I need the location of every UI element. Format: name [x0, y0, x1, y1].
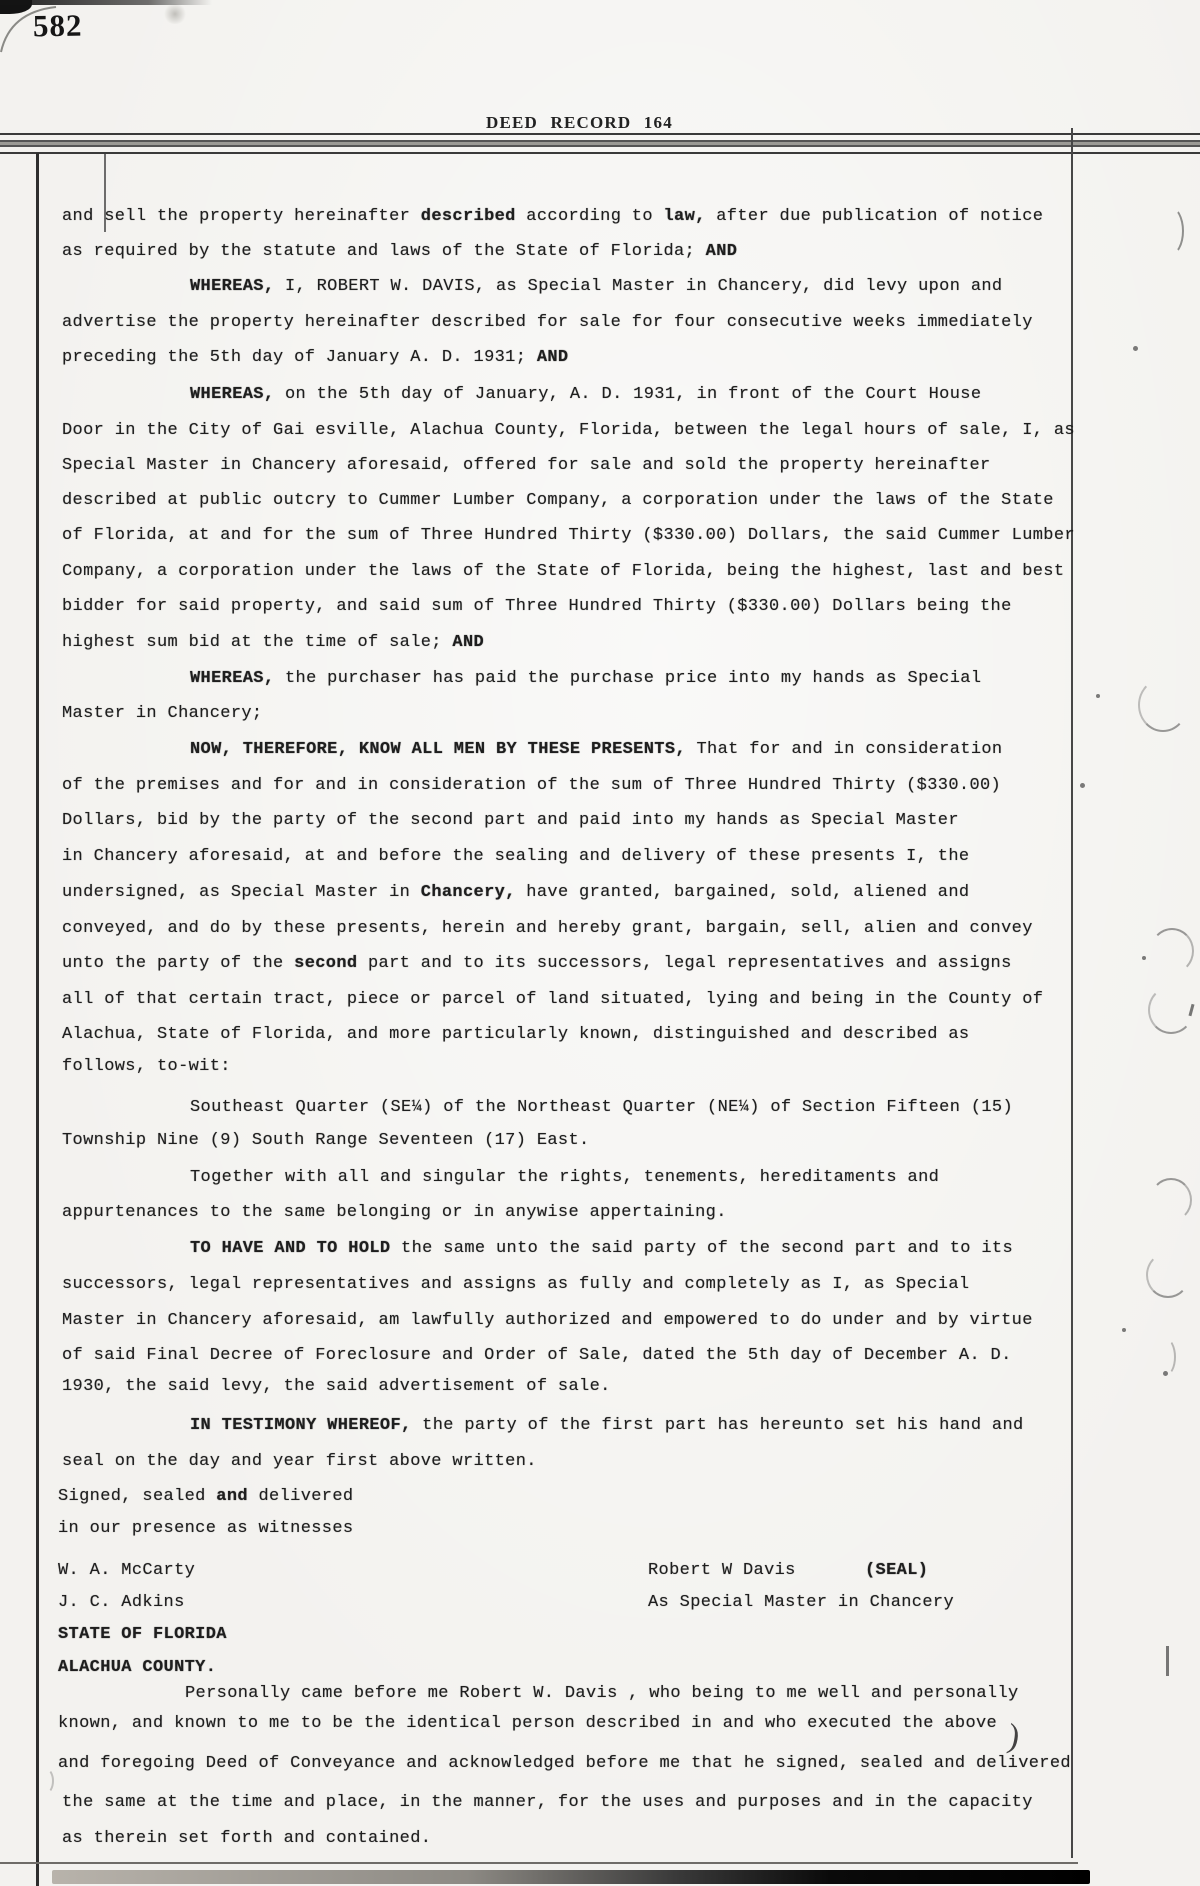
text-line: Dollars, bid by the party of the second part and paid into my hands as Special Master — [62, 811, 959, 830]
text-line: described at public outcry to Cummer Lumber Company, a corporation under the laws of the State — [62, 491, 1054, 510]
text-line: Personally came before me Robert W. Davis , who being to me well and personally — [185, 1684, 1019, 1703]
text-line: appurtenances to the same belonging or in anywise appertaining. — [62, 1203, 727, 1222]
stray-mark — [1148, 986, 1194, 1034]
left-margin-rule — [36, 153, 39, 1886]
text-line: in our presence as witnesses — [58, 1519, 354, 1538]
stray-mark — [1146, 1252, 1190, 1298]
right-margin-rule — [1071, 128, 1073, 1858]
page-number: 582 — [32, 7, 83, 44]
header-rule-top — [0, 133, 1200, 135]
header-rule-middle — [0, 140, 1200, 147]
text-line: bidder for said property, and said sum of Three Hundred Thirty ($330.00) Dollars being the — [62, 597, 1012, 616]
text-line: Master in Chancery; — [62, 704, 263, 723]
text-line: Signed, sealed and delivered — [58, 1487, 354, 1506]
text-line: TO HAVE AND TO HOLD the same unto the said party of the second part and to its — [190, 1239, 1014, 1258]
signer-signature: Robert W Davis — [648, 1561, 796, 1580]
text-line: Township Nine (9) South Range Seventeen (17) East. — [62, 1131, 590, 1150]
stray-mark — [1166, 1646, 1169, 1676]
text-line: WHEREAS, on the 5th day of January, A. D. 1931, in front of the Court House — [190, 385, 982, 404]
text-line: IN TESTIMONY WHEREOF, the party of the first part has hereunto set his hand and — [190, 1416, 1024, 1435]
text-line: successors, legal representatives and assigns as fully and completely as I, as Special — [62, 1275, 970, 1294]
scan-edge-streak — [0, 0, 212, 5]
text-line: Special Master in Chancery aforesaid, offered for sale and sold the property hereinafter — [62, 456, 991, 475]
text-line: advertise the property hereinafter described for sale for four consecutive weeks immediately — [62, 313, 1033, 332]
text-line: STATE OF FLORIDA — [58, 1625, 227, 1644]
text-line: unto the party of the second part and to its successors, legal representatives and assigns — [62, 954, 1012, 973]
text-line: Master in Chancery aforesaid, am lawfully authorized and empowered to do under and by virtue — [62, 1311, 1033, 1330]
text-line: WHEREAS, I, ROBERT W. DAVIS, as Special Master in Chancery, did levy upon and — [190, 277, 1003, 296]
text-line: of said Final Decree of Foreclosure and Order of Sale, dated the 5th day of December A. D. — [62, 1346, 1012, 1365]
text-line: preceding the 5th day of January A. D. 1931; AND — [62, 348, 569, 367]
text-line: Alachua, State of Florida, and more particularly known, distinguished and described as — [62, 1025, 970, 1044]
signer-title: As Special Master in Chancery — [648, 1593, 954, 1612]
scan-bottom-shadow — [52, 1870, 1090, 1884]
text-line: Company, a corporation under the laws of the State of Florida, being the highest, last and best — [62, 562, 1065, 581]
text-line: the same at the time and place, in the manner, for the uses and purposes and in the capacity — [62, 1793, 1033, 1812]
stray-mark — [1156, 206, 1184, 256]
text-line: undersigned, as Special Master in Chancery, have granted, bargained, sold, aliened and — [62, 883, 970, 902]
witness-signature-2: J. C. Adkins — [58, 1593, 185, 1612]
text-line: seal on the day and year first above written. — [62, 1452, 537, 1471]
text-line: Door in the City of Gai esville, Alachua County, Florida, between the legal hours of sale, I, as — [62, 421, 1075, 440]
text-line: ALACHUA COUNTY. — [58, 1658, 217, 1677]
stray-mark — [1133, 346, 1138, 351]
text-line: in Chancery aforesaid, at and before the sealing and delivery of these presents I, the — [62, 847, 970, 866]
stray-mark — [1150, 928, 1194, 974]
handwritten-paren-mark: ) — [1005, 1717, 1023, 1756]
text-line: Together with all and singular the rights, tenements, hereditaments and — [190, 1168, 940, 1187]
text-line: 1930, the said levy, the said advertisement of sale. — [62, 1377, 611, 1396]
header-title: DEED RECORD 164 — [486, 113, 673, 132]
stray-mark — [1150, 1178, 1192, 1222]
seal-label: (SEAL) — [865, 1561, 929, 1580]
text-line: as therein set forth and contained. — [62, 1829, 432, 1848]
stray-mark — [1163, 1371, 1168, 1376]
stray-mark — [1080, 783, 1085, 788]
header-rule-bottom — [0, 152, 1200, 154]
stray-mark — [1122, 1328, 1126, 1332]
text-line: of Florida, at and for the sum of Three Hundred Thirty ($330.00) Dollars, the said Cummer Lumber — [62, 526, 1075, 545]
witness-signature-1: W. A. McCarty — [58, 1561, 196, 1580]
text-line: and foregoing Deed of Conveyance and acknowledged before me that he signed, sealed and delivered — [58, 1754, 1071, 1773]
ink-stain — [163, 4, 187, 24]
text-line: highest sum bid at the time of sale; AND — [62, 633, 485, 652]
text-line: Southeast Quarter (SE¼) of the Northeast Quarter (NE¼) of Section Fifteen (15) — [190, 1098, 1014, 1117]
text-line: WHEREAS, the purchaser has paid the purchase price into my hands as Special — [190, 669, 982, 688]
stray-mark — [1138, 678, 1188, 732]
text-line: conveyed, and do by these presents, herein and hereby grant, bargain, sell, alien and convey — [62, 919, 1033, 938]
stray-mark — [38, 1768, 54, 1794]
text-line: and sell the property hereinafter described according to law, after due publication of notice — [62, 207, 1044, 226]
bottom-rule — [0, 1862, 1078, 1864]
text-line: NOW, THEREFORE, KNOW ALL MEN BY THESE PRESENTS, That for and in consideration — [190, 740, 1003, 759]
stray-mark — [1142, 956, 1146, 960]
stray-mark — [1096, 694, 1100, 698]
text-line: of the premises and for and in consideration of the sum of Three Hundred Thirty ($330.00) — [62, 776, 1002, 795]
text-line: known, and known to me to be the identical person described in and who executed the above — [58, 1714, 998, 1733]
text-line: all of that certain tract, piece or parcel of land situated, lying and being in the County of — [62, 990, 1044, 1009]
text-line: as required by the statute and laws of the State of Florida; AND — [62, 242, 738, 261]
text-line: follows, to-wit: — [62, 1057, 231, 1076]
